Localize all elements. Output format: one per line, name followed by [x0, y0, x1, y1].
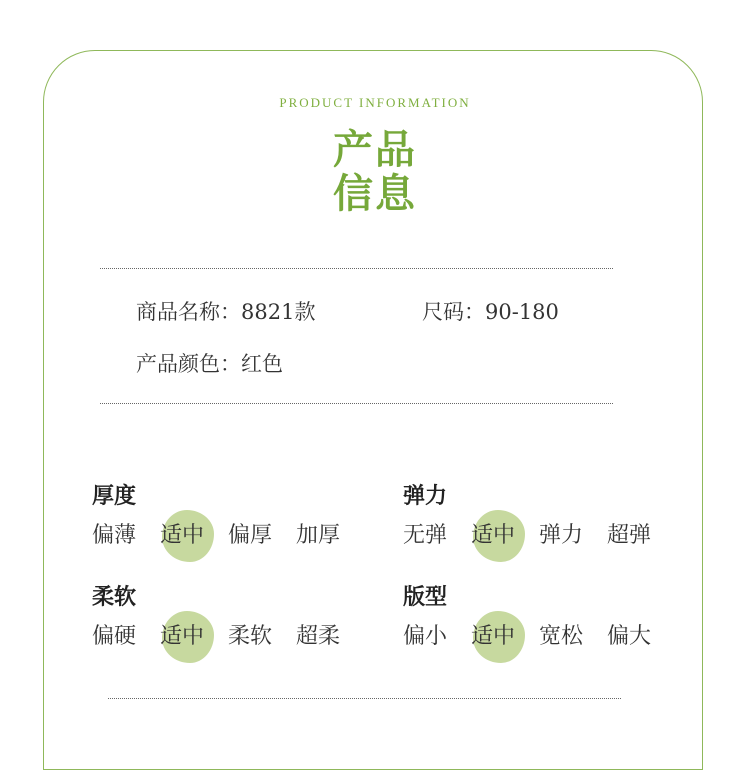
spec-option: 弹力	[539, 523, 584, 548]
spec-title-elasticity: 弹力	[403, 483, 448, 509]
spec-options-softness	[92, 617, 364, 657]
divider-middle	[100, 403, 613, 404]
spec-option-selected: 适中	[160, 516, 228, 556]
spec-option: 柔软	[228, 624, 273, 649]
product-name: 商品名称：8821款	[136, 300, 316, 324]
spec-options-elasticity	[403, 516, 675, 556]
spec-title-thickness: 厚度	[92, 483, 137, 509]
spec-option: 偏小	[403, 624, 448, 649]
spec-option: 偏厚	[228, 523, 273, 548]
title-line-1: 产品	[333, 126, 417, 173]
eyebrow-text: PRODUCT INFORMATION	[279, 95, 471, 110]
spec-options-thickness	[92, 516, 364, 556]
spec-option: 宽松	[539, 624, 584, 649]
spec-option: 偏薄	[92, 523, 137, 548]
spec-options-fit	[403, 617, 675, 657]
spec-option: 超柔	[296, 624, 341, 649]
spec-option-selected: 适中	[471, 516, 539, 556]
spec-option: 偏大	[607, 624, 652, 649]
spec-option: 超弹	[607, 523, 652, 548]
divider-bottom	[108, 698, 621, 699]
spec-option: 加厚	[296, 523, 341, 548]
spec-option: 偏硬	[92, 624, 137, 649]
title-line-2: 信息	[333, 170, 417, 217]
divider-top	[100, 268, 613, 269]
spec-title-softness: 柔软	[92, 584, 137, 610]
spec-title-fit: 版型	[403, 584, 448, 610]
spec-option-selected: 适中	[471, 617, 539, 657]
spec-option: 无弹	[403, 523, 448, 548]
product-color: 产品颜色：红色	[136, 352, 283, 376]
product-size: 尺码：90-180	[422, 300, 559, 324]
spec-option-selected: 适中	[160, 617, 228, 657]
